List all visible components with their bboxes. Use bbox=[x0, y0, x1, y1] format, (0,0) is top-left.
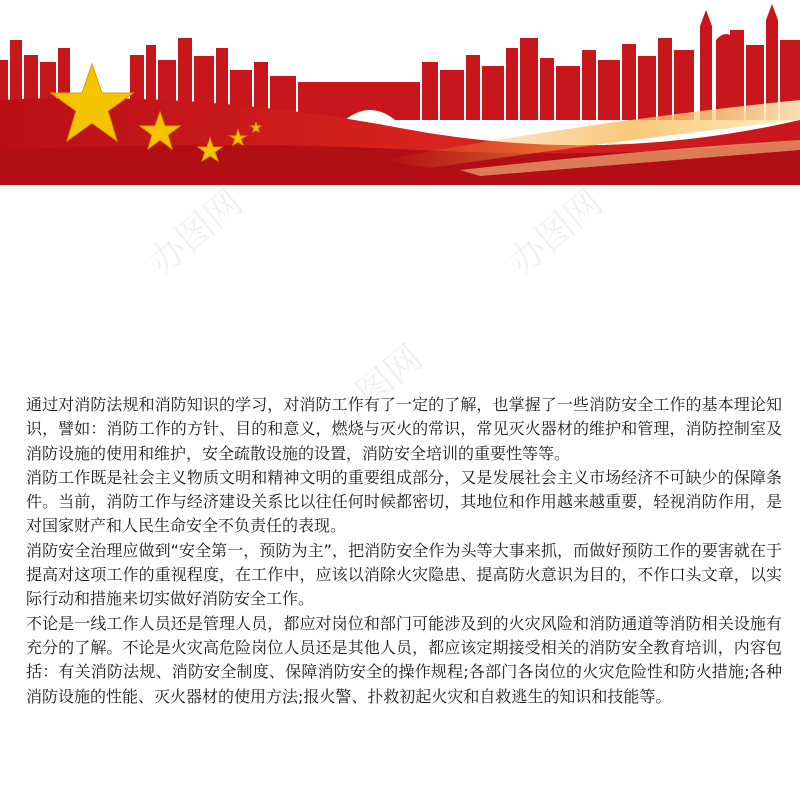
header-banner bbox=[0, 0, 800, 185]
watermark: 办图网 bbox=[321, 337, 431, 439]
article-body bbox=[26, 393, 782, 709]
article-paragraph: 消防工作既是社会主义物质文明和精神文明的重要组成部分，又是发展社会主义市场经济不可缺少的保障条件。当前，消防工作与经济建设关系比以往任何时候都密切，其地位和作用越来越重要，轻视消防作用，是对国家财产和人民生命安全不负责任的表现。 bbox=[26, 467, 782, 536]
article-paragraph: 通过对消防法规和消防知识的学习，对消防工作有了一定的了解，也掌握了一些消防安全工作的基本理论知识，譬如：消防工作的方针、目的和意义，燃烧与灭火的常识，常见灭火器材的维护和管理，消防控制室及消防设施的使用和维护，安全疏散设施的设置，消防安全培训的重要性等等。 bbox=[26, 395, 782, 463]
city-skyline-banner-graphic bbox=[0, 0, 800, 185]
article-paragraph: 不论是一线工作人员还是管理人员，都应对岗位和部门可能涉及到的火灾风险和消防通道等消防相关设施有充分的了解。不论是火灾高危险岗位人员还是其他人员，都应该定期接受相关的消防安全教育培训，内容包括：有关消防法规、消防安全制度、保障消防安全的操作规程;各部门各岗位的火灾危险性和防火措施;各种消防设施的性能、灭火器材的使用方法;报火警、扑救初起火灾和自救逃生的知识和技能等。 bbox=[26, 613, 782, 706]
watermark: 办图网 bbox=[501, 182, 611, 284]
article-paragraph: 消防安全治理应做到“安全第一，预防为主”，把消防安全作为头等大事来抓，而做好预防工作的要害就在于提高对这项工作的重视程度，在工作中，应该以消除火灾隐患、提高防火意识为目的，不作口头文章，以实际行动和措施来切实做好消防安全工作。 bbox=[26, 540, 782, 609]
watermark: 办图网 bbox=[141, 182, 251, 284]
